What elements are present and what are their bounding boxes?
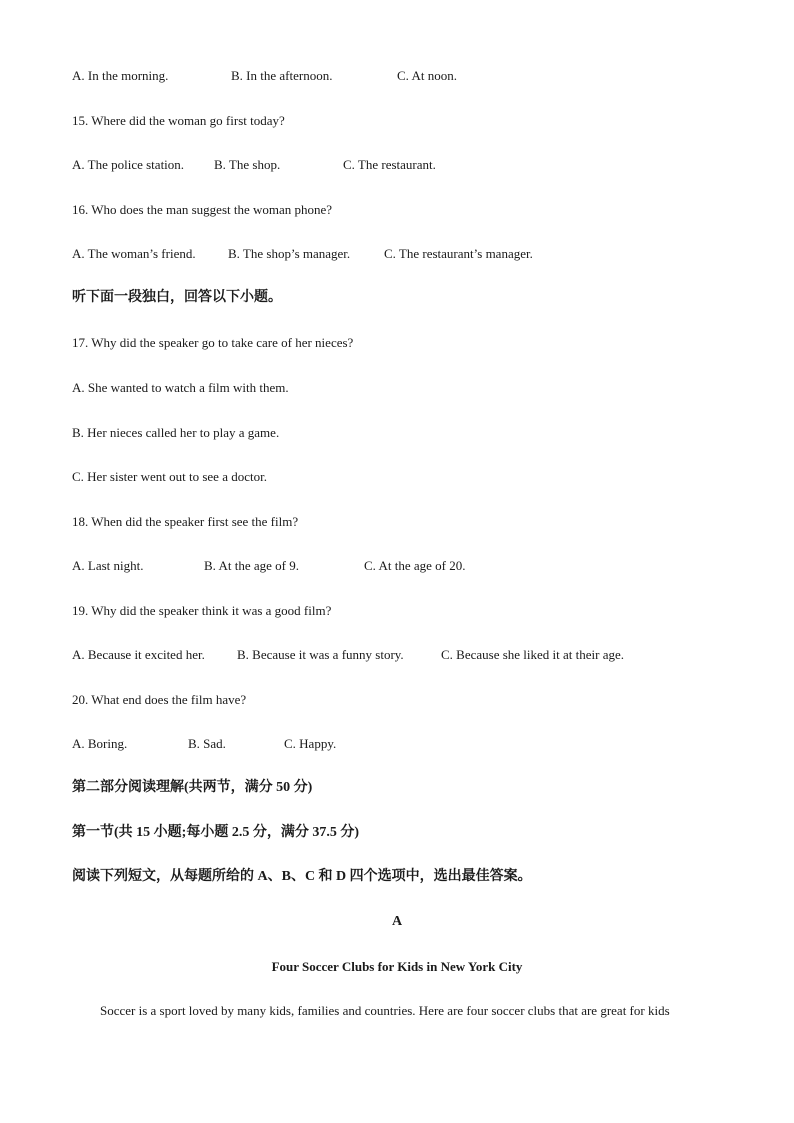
q17-option-b: B. Her nieces called her to play a game. [72, 425, 280, 440]
q15-question: 15. Where did the woman go first today? [72, 113, 285, 128]
q14-option-c: C. At noon. [397, 68, 457, 83]
reading-instruction: 阅读下列短文，从每题所给的 A、B、C 和 D 四个选项中，选出最佳答案。 [72, 869, 532, 884]
q18-option-b: B. At the age of 9. [204, 558, 299, 573]
q14-option-b: B. In the afternoon. [231, 68, 333, 83]
q19-option-b: B. Because it was a funny story. [237, 647, 404, 662]
q20-option-a: A. Boring. [72, 736, 128, 751]
q15-option-a: A. The police station. [72, 157, 185, 172]
q15-options [72, 157, 436, 173]
q14-options [72, 68, 457, 84]
q16-question: 16. Who does the man suggest the woman phone? [72, 202, 333, 217]
q19-options [72, 647, 624, 663]
section1-heading: 第一节(共 15 小题;每小题 2.5 分，满分 37.5 分) [72, 825, 359, 840]
part2-heading: 第二部分阅读理解(共两节，满分 50 分) [72, 780, 313, 795]
q20-options [72, 736, 336, 752]
q17-option-c: C. Her sister went out to see a doctor. [72, 469, 267, 484]
q18-option-c: C. At the age of 20. [364, 558, 466, 573]
q20-option-b: B. Sad. [188, 736, 226, 751]
q14-option-a: A. In the morning. [72, 68, 169, 83]
q16-options [72, 246, 533, 262]
passage-paragraph: Soccer is a sport loved by many kids, families and countries. Here are four soccer clubs that are great for kids [100, 1003, 670, 1018]
q16-option-c: C. The restaurant’s manager. [384, 246, 533, 261]
q19-question: 19. Why did the speaker think it was a good film? [72, 603, 332, 618]
passage-letter: A [391, 914, 403, 929]
q18-options [72, 558, 465, 574]
q17-option-a: A. She wanted to watch a film with them. [72, 380, 289, 395]
passage-title: Four Soccer Clubs for Kids in New York City [271, 959, 523, 974]
q20-question: 20. What end does the film have? [72, 692, 247, 707]
q18-question: 18. When did the speaker first see the film? [72, 514, 299, 529]
q20-option-c: C. Happy. [284, 736, 337, 751]
section-monologue-heading: 听下面一段独白，回答以下小题。 [72, 290, 282, 305]
q16-option-a: A. The woman’s friend. [72, 246, 196, 261]
q17-question: 17. Why did the speaker go to take care of her nieces? [72, 335, 354, 350]
q15-option-c: C. The restaurant. [343, 157, 436, 172]
q16-option-b: B. The shop’s manager. [228, 246, 351, 261]
q19-option-c: C. Because she liked it at their age. [441, 647, 625, 662]
q19-option-a: A. Because it excited her. [72, 647, 205, 662]
q15-option-b: B. The shop. [214, 157, 281, 172]
q18-option-a: A. Last night. [72, 558, 144, 573]
